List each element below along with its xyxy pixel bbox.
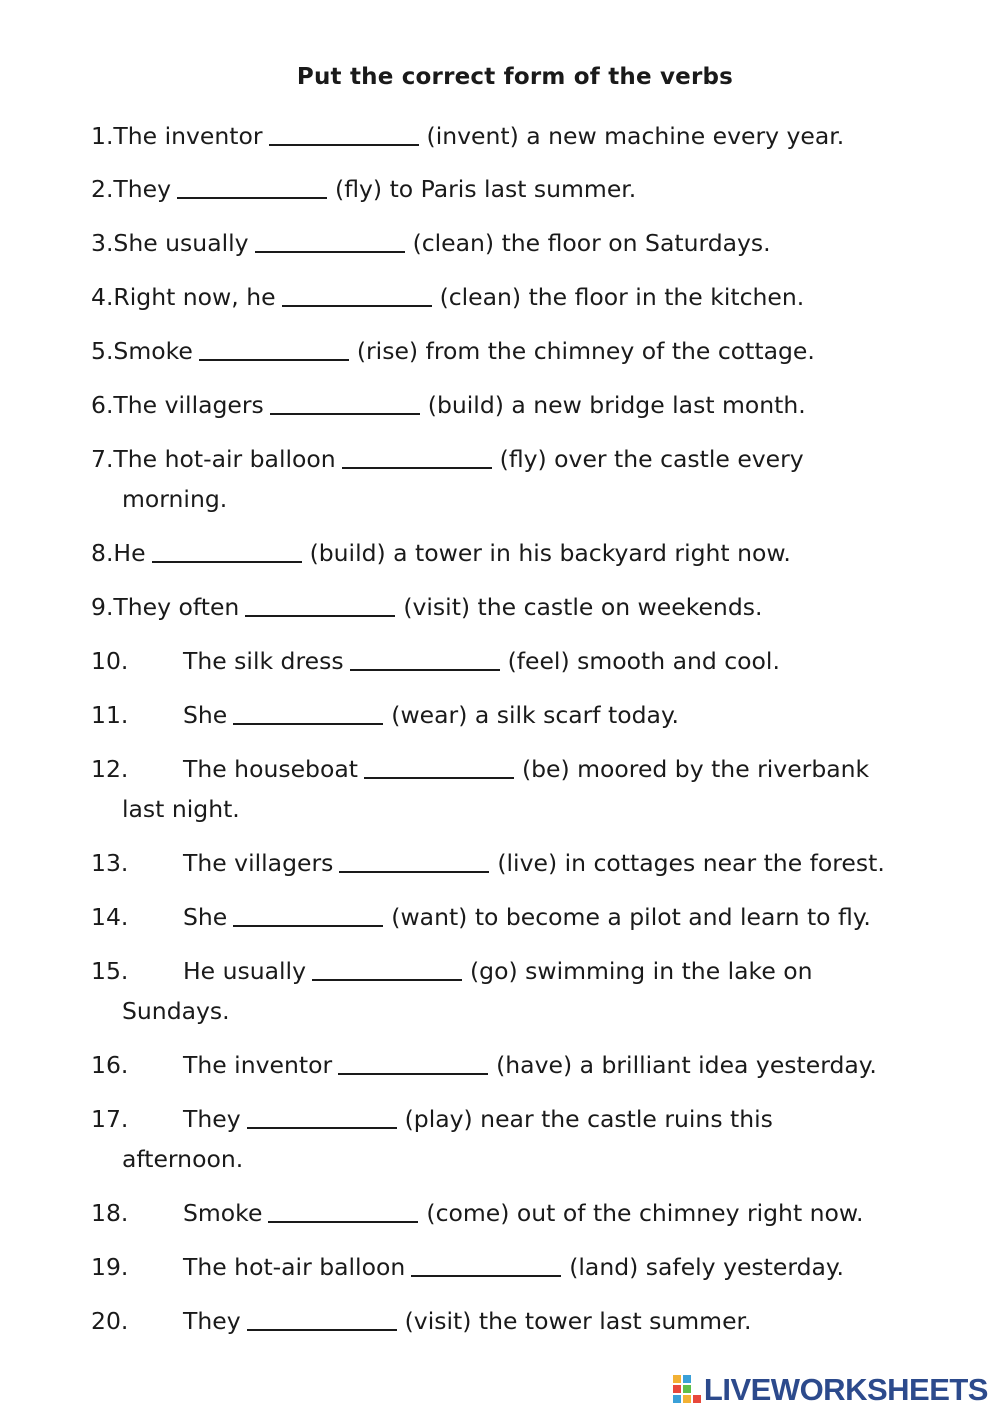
question-text-before: She [183,701,228,729]
question-text-after: (play) near the castle ruins this [404,1105,773,1133]
answer-blank[interactable] [270,413,420,415]
question-item [91,843,885,883]
question-number: 19. [91,1253,129,1281]
question-text-continued: Sundays. [122,997,230,1025]
question-text-after: (visit) the tower last summer. [404,1307,752,1335]
question-text-before: They [183,1307,241,1335]
question-item [91,1099,773,1173]
question-text-after: (go) swimming in the lake on [470,957,813,985]
question-number: 8. [91,539,114,567]
question-text-before: The hot-air balloon [113,445,336,473]
question-number: 1. [91,122,114,150]
question-number: 7. [91,445,114,473]
question-text-after: (have) a brilliant idea yesterday. [496,1051,877,1079]
question-number: 13. [91,849,129,877]
question-text-continued: afternoon. [122,1145,244,1173]
answer-blank[interactable] [364,777,514,779]
question-text-after: (fly) to Paris last summer. [335,175,637,203]
question-text-continued: last night. [122,795,240,823]
question-text-after: (come) out of the chimney right now. [426,1199,864,1227]
question-text-before: The villagers [183,849,334,877]
question-text-after: (clean) the floor on Saturdays. [412,229,771,257]
answer-blank[interactable] [233,723,383,725]
question-text-continued: morning. [122,485,228,513]
question-text-after: (live) in cottages near the forest. [497,849,885,877]
question-text-after: (invent) a new machine every year. [426,122,845,150]
question-number: 17. [91,1105,129,1133]
question-text-before: They often [113,593,240,621]
question-text-before: They [183,1105,241,1133]
question-item [91,331,815,371]
question-number: 16. [91,1051,129,1079]
answer-blank[interactable] [233,925,383,927]
question-text-before: The houseboat [183,755,358,783]
question-item [91,385,806,425]
question-item [91,951,813,1025]
question-number: 10. [91,647,129,675]
question-text-before: The inventor [113,122,263,150]
question-item [91,223,771,263]
question-text-before: She usually [113,229,249,257]
answer-blank[interactable] [338,1073,488,1075]
question-text-before: The villagers [113,391,264,419]
answer-blank[interactable] [268,1221,418,1223]
answer-blank[interactable] [255,251,405,253]
question-number: 5. [91,337,114,365]
answer-blank[interactable] [282,305,432,307]
question-number: 15. [91,957,129,985]
question-text-before: He [113,539,146,567]
question-text-before: He usually [183,957,306,985]
question-item [91,169,636,209]
question-item [91,897,871,937]
question-item [91,1193,863,1233]
question-item [91,533,791,573]
question-number: 4. [91,283,114,311]
liveworksheets-logo-icon [673,1375,701,1405]
question-number: 20. [91,1307,129,1335]
liveworksheets-logo[interactable] [673,1370,988,1410]
question-text-before: The inventor [183,1051,333,1079]
question-text-after: (be) moored by the riverbank [521,755,870,783]
question-text-after: (visit) the castle on weekends. [403,593,763,621]
question-text-before: Smoke [113,337,193,365]
question-text-after: (want) to become a pilot and learn to fly. [391,903,871,931]
question-text-before: Smoke [183,1199,263,1227]
question-item [91,439,804,513]
question-text-before: The silk dress [183,647,344,675]
question-item [91,749,870,823]
question-number: 18. [91,1199,129,1227]
answer-blank[interactable] [247,1329,397,1331]
question-number: 3. [91,229,114,257]
question-text-before: They [113,175,172,203]
answer-blank[interactable] [245,615,395,617]
question-number: 11. [91,701,129,729]
page-title: Put the correct form of the verbs [296,64,734,90]
answer-blank[interactable] [350,669,500,671]
question-number: 2. [91,175,114,203]
answer-blank[interactable] [342,467,492,469]
logo-text: LIVEWORKSHEETS [703,1372,988,1407]
question-item [91,1045,877,1085]
question-item [91,277,804,317]
question-item [91,641,780,681]
answer-blank[interactable] [247,1127,397,1129]
question-item [91,695,679,735]
question-text-after: (build) a new bridge last month. [427,391,806,419]
question-text-after: (build) a tower in his backyard right now. [309,539,791,567]
answer-blank[interactable] [269,144,419,146]
answer-blank[interactable] [199,359,349,361]
question-text-after: (clean) the floor in the kitchen. [439,283,805,311]
question-number: 6. [91,391,114,419]
question-item [91,587,762,627]
question-text-before: The hot-air balloon [183,1253,406,1281]
answer-blank[interactable] [177,197,327,199]
answer-blank[interactable] [312,979,462,981]
question-text-before: Right now, he [113,283,276,311]
question-text-after: (land) safely yesterday. [569,1253,844,1281]
question-item [91,116,844,156]
question-number: 9. [91,593,114,621]
answer-blank[interactable] [152,561,302,563]
question-text-after: (wear) a silk scarf today. [391,701,679,729]
question-text-after: (feel) smooth and cool. [507,647,780,675]
answer-blank[interactable] [411,1275,561,1277]
question-number: 14. [91,903,129,931]
question-text-after: (rise) from the chimney of the cottage. [356,337,815,365]
question-item [91,1301,752,1341]
question-text-before: She [183,903,228,931]
answer-blank[interactable] [339,871,489,873]
question-text-after: (fly) over the castle every [499,445,804,473]
question-number: 12. [91,755,129,783]
question-item [91,1247,844,1287]
